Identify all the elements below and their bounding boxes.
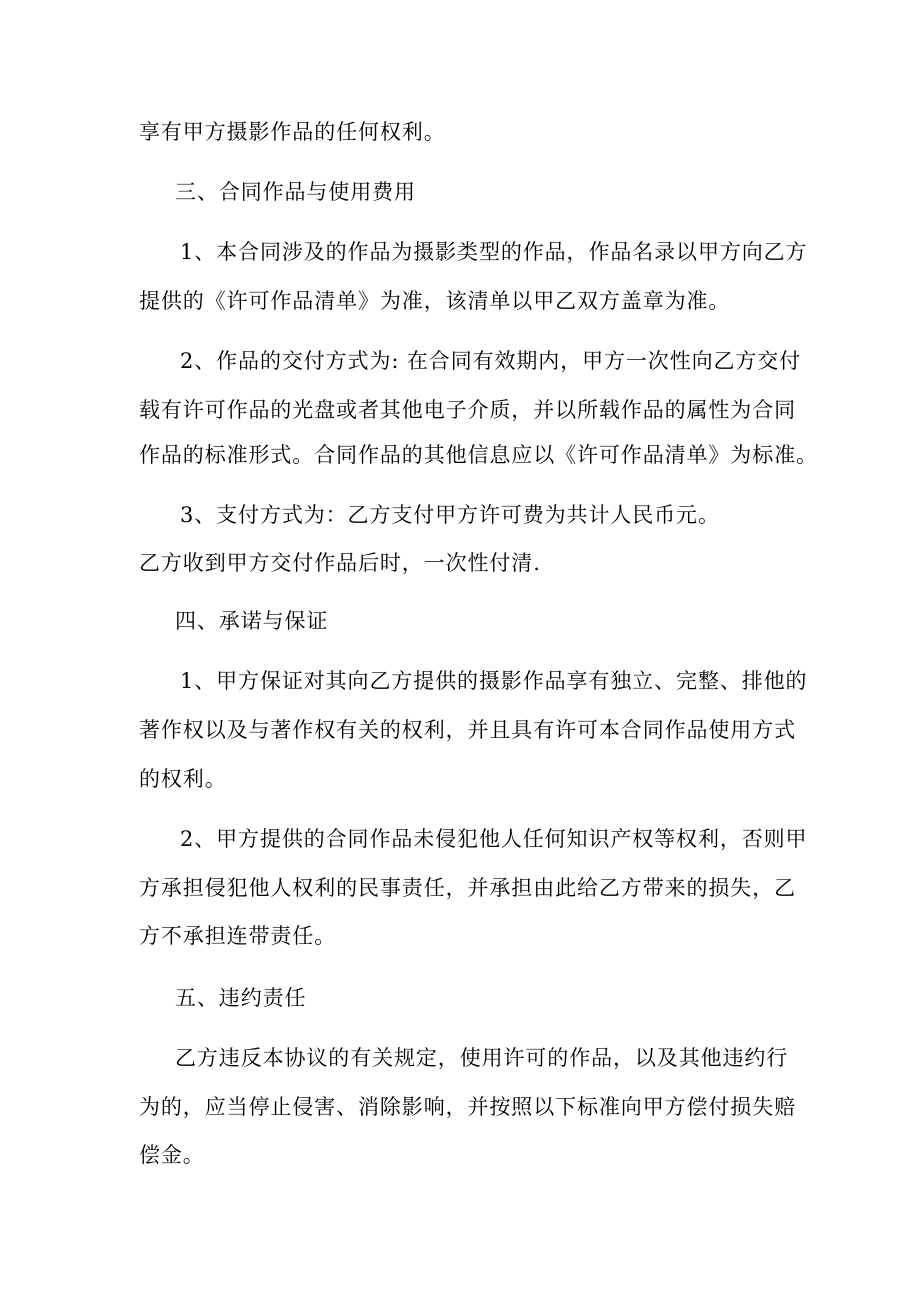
text-line: 方承担侵犯他人权利的民事责任，并承担由此给乙方带来的损失，乙 [139, 876, 796, 900]
section-heading-4: 四、承诺与保证 [175, 609, 329, 633]
text-line: 的权利。 [139, 767, 227, 791]
text-line: 1、本合同涉及的作品为摄影类型的作品，作品名录以甲方向乙方 [180, 240, 808, 264]
text-line: 偿金。 [139, 1143, 205, 1167]
text-line: 2、甲方提供的合同作品未侵犯他人任何知识产权等权利，否则甲 [180, 827, 808, 851]
text-line: 载有许可作品的光盘或者其他电子介质，并以所载作品的属性为合同 [139, 398, 796, 422]
text-line: 3、支付方式为：乙方支付甲方许可费为共计人民币元。 [180, 503, 720, 527]
text-line: 乙方违反本协议的有关规定，使用许可的作品，以及其他违约行 [175, 1046, 789, 1070]
section-heading-3: 三、合同作品与使用费用 [175, 180, 416, 204]
text-line: 方不承担连带责任。 [139, 924, 337, 948]
text-line: 乙方收到甲方交付作品后时，一次性付清. [139, 551, 541, 575]
section-heading-5: 五、违约责任 [175, 986, 307, 1010]
text-line: 作品的标准形式。合同作品的其他信息应以《许可作品清单》为标准。 [139, 443, 818, 467]
text-line: 著作权以及与著作权有关的权利，并且具有许可本合同作品使用方式 [139, 718, 796, 742]
text-line: 1、甲方保证对其向乙方提供的摄影作品享有独立、完整、排他的 [180, 669, 808, 693]
text-line: 享有甲方摄影作品的任何权利。 [139, 120, 446, 144]
text-line: 2、作品的交付方式为: 在合同有效期内，甲方一次性向乙方交付 [180, 349, 802, 373]
text-line: 提供的《许可作品清单》为准，该清单以甲乙双方盖章为准。 [139, 289, 731, 313]
text-line: 为的，应当停止侵害、消除影响，并按照以下标准向甲方偿付损失赔 [139, 1095, 796, 1119]
